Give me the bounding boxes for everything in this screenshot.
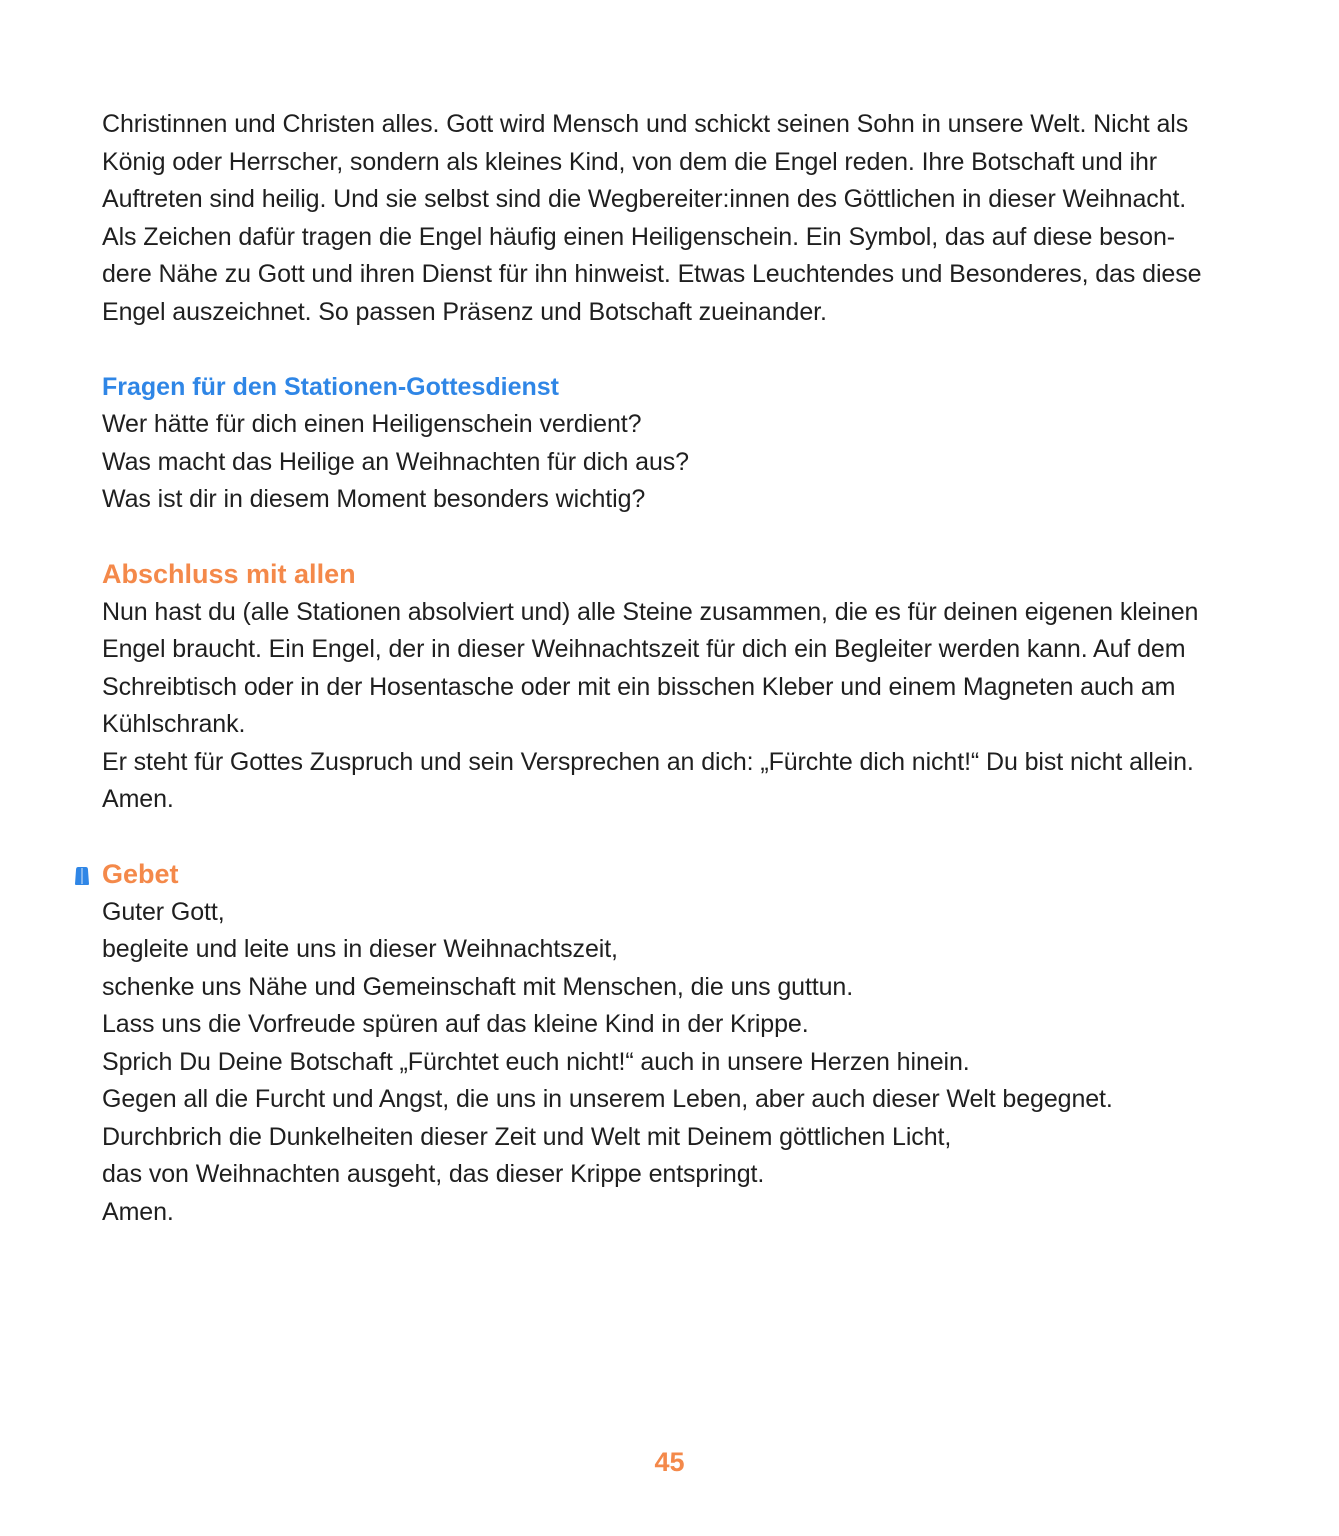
intro-paragraph [102, 106, 1232, 331]
prayer-heading-row [102, 856, 1232, 894]
page-number: 45 [654, 1447, 685, 1477]
intro-line: dere Nähe zu Gott und ihren Dienst für ihn hinweist. Etwas Leuchtendes und Besonderes, das diese [102, 260, 1202, 288]
closing-line: Engel braucht. Ein Engel, der in dieser Weihnachtszeit für dich ein Begleiter werden kann. Auf dem [102, 635, 1186, 663]
prayer-line: Gegen all die Furcht und Angst, die uns in unserem Leben, aber auch dieser Welt begegnet. [102, 1085, 1113, 1113]
questions-heading: Fragen für den Stationen-Gottesdienst [102, 372, 559, 401]
closing-line: Nun hast du (alle Stationen absolviert und) alle Steine zusammen, die es für deinen eigenen kleinen [102, 597, 1199, 626]
closing-line: Kühlschrank. [102, 710, 246, 738]
questions-section [102, 369, 1232, 519]
prayer-line: Guter Gott, [102, 897, 225, 926]
closing-line: Er steht für Gottes Zuspruch und sein Versprechen an dich: „Fürchte dich nicht!“ Du bist nicht allein. [102, 747, 1194, 776]
prayer-heading: Gebet [102, 859, 179, 889]
prayer-line: das von Weihnachten ausgeht, das dieser Krippe entspringt. [102, 1160, 765, 1188]
prayer-line: schenke uns Nähe und Gemeinschaft mit Menschen, die uns guttun. [102, 972, 854, 1001]
prayer-line: Durchbrich die Dunkelheiten dieser Zeit und Welt mit Deinem göttlichen Licht, [102, 1122, 952, 1151]
prayer-hands-icon [74, 866, 90, 886]
intro-line: Als Zeichen dafür tragen die Engel häufig einen Heiligenschein. Ein Symbol, das auf diese beson- [102, 222, 1176, 251]
prayer-line: Amen. [102, 1197, 174, 1226]
question-line: Was ist dir in diesem Moment besonders wichtig? [102, 485, 646, 513]
closing-section [102, 556, 1232, 819]
intro-line: Christinnen und Christen alles. Gott wird Mensch und schickt seinen Sohn in unsere Welt. Nicht als [102, 110, 1189, 138]
prayer-line: Lass uns die Vorfreude spüren auf das kleine Kind in der Krippe. [102, 1010, 809, 1038]
intro-line: Auftreten sind heilig. Und sie selbst sind die Wegbereiter:innen des Göttlichen in dieser Weihnacht. [102, 185, 1187, 213]
prayer-section [102, 856, 1232, 1231]
question-line: Wer hätte für dich einen Heiligenschein verdient? [102, 410, 642, 438]
closing-line: Amen. [102, 785, 174, 813]
page-content [102, 106, 1232, 1231]
intro-line: König oder Herrscher, sondern als kleines Kind, von dem die Engel reden. Ihre Botschaft und ihr [102, 147, 1158, 176]
spacer [102, 819, 1232, 857]
spacer [102, 519, 1232, 557]
closing-heading: Abschluss mit allen [102, 559, 356, 589]
spacer [102, 331, 1232, 369]
intro-line: Engel auszeichnet. So passen Präsenz und Botschaft zueinander. [102, 297, 827, 326]
prayer-line: Sprich Du Deine Botschaft „Fürchtet euch nicht!“ auch in unsere Herzen hinein. [102, 1047, 970, 1076]
closing-line: Schreibtisch oder in der Hosentasche oder mit ein bisschen Kleber und einem Magneten auch am [102, 672, 1176, 701]
question-line: Was macht das Heilige an Weihnachten für dich aus? [102, 447, 689, 476]
prayer-line: begleite und leite uns in dieser Weihnachtszeit, [102, 935, 618, 963]
